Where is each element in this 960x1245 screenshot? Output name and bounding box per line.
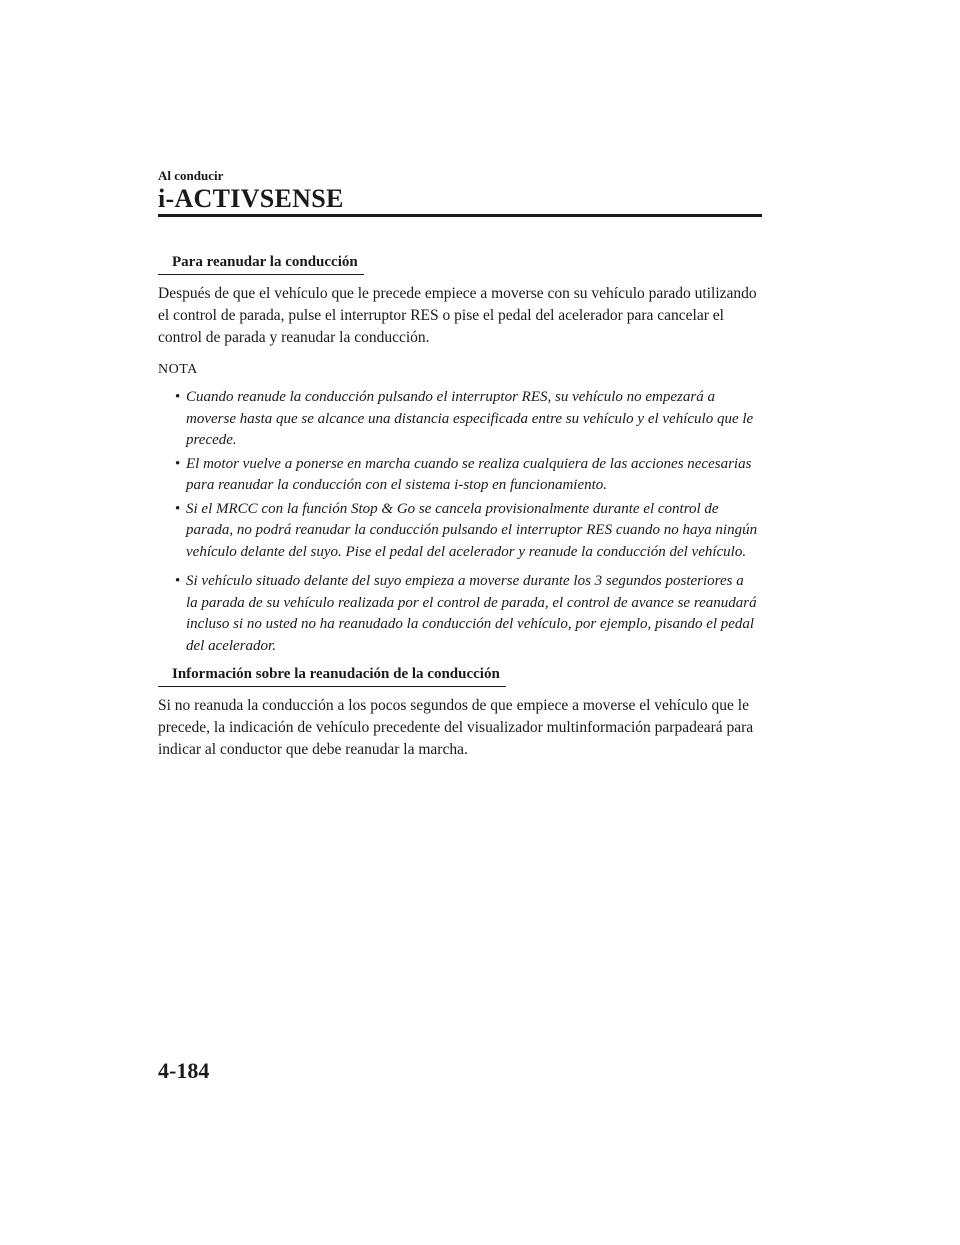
note-item: • Cuando reanude la conducción pulsando el interruptor RES, su vehículo no empezará a moverse hasta que se alcance una distancia especificada entre su vehículo y el vehículo que le precede. [175, 389, 754, 448]
bullet-icon: • [175, 573, 181, 589]
header-rule [158, 214, 762, 217]
subheading-resume-driving: Para reanudar la conducción [158, 251, 364, 275]
note-item: • Si el MRCC con la función Stop & Go se cancela provisionalmente durante el control de parada, no podrá reanudar la conducción pulsando el interruptor RES cuando no haya ningún vehículo delante del suyo. Pise el pedal del acelerador y reanude la conducción del vehículo. [175, 500, 758, 560]
note-label: NOTA [158, 362, 198, 377]
note-item: • El motor vuelve a ponerse en marcha cuando se realiza cualquiera de las acciones necesarias para reanudar la conducción con el sistema i-stop en funcionamiento. [175, 455, 752, 493]
note-item: • Si vehículo situado delante del suyo empieza a moverse durante los 3 segundos posteriores a la parada de su vehículo realizada por el control de parada, el control de avance se reanudará incluso si no usted no ha reanudado la conducción del vehículo, por ejemplo, pisando el pedal del acelerador. [175, 573, 757, 654]
bullet-icon: • [175, 389, 181, 405]
paragraph-resume-driving: Después de que el vehículo que le precede empiece a moverse con su vehículo parado utilizando el control de parada, pulse el interruptor RES o pise el pedal del acelerador para cancelar el control de parada y reanudar la conducción. [158, 285, 757, 346]
page-content [158, 251, 758, 771]
bullet-icon: • [175, 500, 181, 517]
paragraph-resume-info: Si no reanuda la conducción a los pocos segundos de que empiece a moverse el vehículo que le precede, la indicación de vehículo precedente del visualizador multinformación parpadeará para indicar al conductor que debe reanudar la marcha. [158, 697, 754, 758]
subheading-block [158, 251, 758, 275]
subheading-block [158, 663, 758, 687]
subheading-resume-info: Información sobre la reanudación de la conducción [158, 663, 506, 687]
page-title: i-ACTIVSENSE [158, 184, 344, 213]
note-list [158, 387, 758, 657]
section-label: Al conducir [158, 168, 224, 183]
page-number: 4-184 [158, 1058, 210, 1083]
bullet-icon: • [175, 455, 181, 472]
